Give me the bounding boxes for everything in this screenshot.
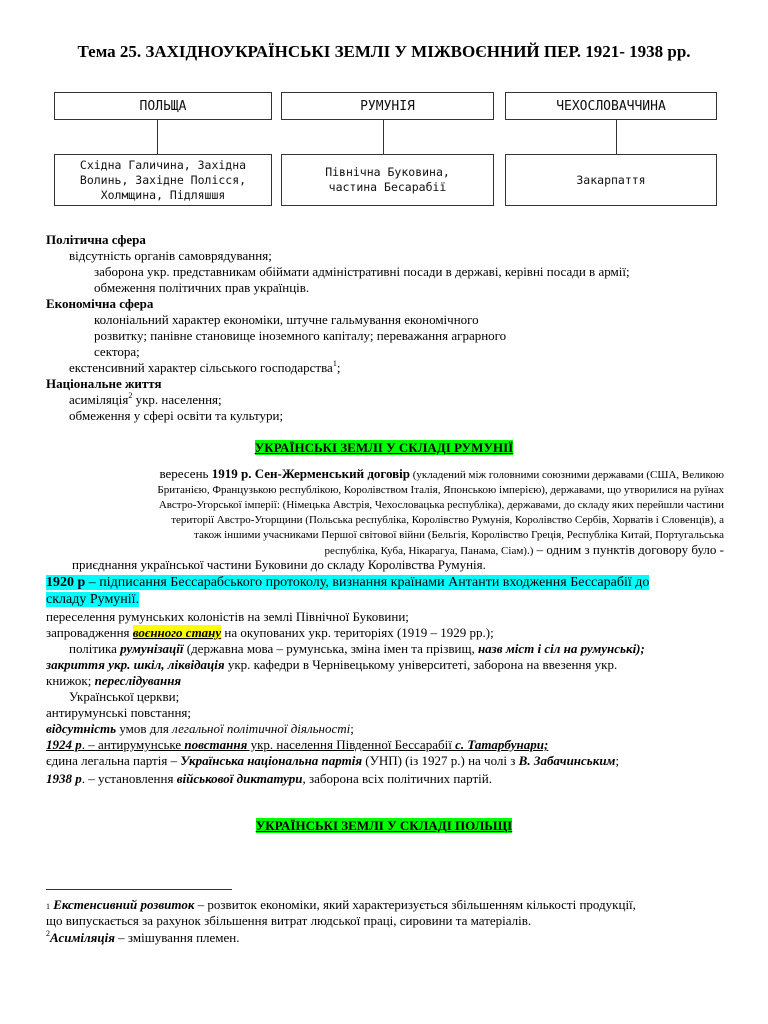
policy-item: політика румунізації (державна мова – румунська, зміна імен та прізвищ, назв міст і сіл на румунські); — [69, 641, 645, 656]
policy-item: переселення румунських колоністів на землі Північної Буковини; — [46, 609, 409, 624]
treaty-note: Австро-Угорської імперії: (Німецька Австрія, Чехословацька республіка), державами, до складу яких перейшли частини — [158, 499, 724, 511]
territory-line: Холмщина, Підляшшя — [100, 187, 226, 202]
treaty-result: приєднання української частини Буковини до складу Королівства Румунія. — [72, 557, 486, 572]
bessarabia-protocol: 1920 р – підписання Бессарабського протоколу, визнання країнами Антанти входження Бессарабії до — [46, 575, 650, 590]
territory-line: Північна Буковина, — [325, 165, 450, 179]
footnote-1: 1 Екстенсивний розвиток – розвиток економіки, який характеризується збільшенням кількості продукції, — [46, 897, 636, 912]
footnote-ref: 2 — [128, 391, 133, 400]
treaty-line: вересень 1919 р. Сен-Жерменський договір (укладений між головними союзними державами (США, Великою — [159, 466, 724, 481]
national-heading: Національне життя — [46, 376, 162, 391]
country-box-romania: РУМУНІЯ — [281, 92, 494, 120]
political-item: обмеження політичних прав українців. — [94, 280, 310, 295]
economic-item: колоніальний характер економіки, штучне гальмування економічного — [94, 312, 479, 327]
section-heading-poland: УКРАЇНСЬКІ ЗЕМЛІ У СКЛАДІ ПОЛЬЩІ — [255, 818, 513, 833]
national-item: обмеження у сфері освіти та культури; — [69, 408, 284, 423]
treaty-note: також іншими учасниками Першої світової війни (Бельгія, Королівство Греція, Республіка Китай, Португальська — [194, 529, 724, 541]
territory-box-poland — [54, 154, 272, 206]
footnote-ref: 1 — [332, 359, 337, 368]
policy-item: єдина легальна партія – Українська національна партія (УНП) (із 1927 р.) на чолі з В. Забачинським; — [46, 753, 620, 768]
territory-line: Закарпаття — [576, 172, 646, 187]
territory-line: частина Бесарабії — [328, 180, 447, 194]
page-title: Тема 25. ЗАХІДНОУКРАЇНСЬКІ ЗЕМЛІ У МІЖВОЄННИЙ ПЕР. 1921- 1938 рр. — [77, 42, 691, 61]
policy-item: книжок; переслідування — [46, 673, 182, 688]
connector-line — [383, 120, 384, 154]
territory-line: Волинь, Західне Полісся, — [79, 172, 247, 187]
footnote-2: $^2$Асиміляція – змішування племен. — [46, 929, 240, 945]
national-item: асиміляція$^2$ укр. населення; — [69, 391, 222, 407]
policy-item: 1924 р. – антирумунське повстання укр. населення Південної Бессарабії с. Татарбунари; — [46, 737, 549, 752]
policy-item: запровадження воєнного стану на окупованих укр. територіях (1919 – 1929 рр.); — [46, 625, 494, 640]
treaty-note: території Австро-Угорщини (Польська республіка, Королівство Румунія, Королівство Сербів, Хорватів і Словенців), а — [171, 514, 724, 526]
bessarabia-protocol: складу Румунії. — [46, 592, 140, 607]
territory-line: Східна Галичина, Західна — [79, 157, 247, 172]
policy-item: закриття укр. шкіл, ліквідація укр. кафедри в Чернівецькому університеті, заборона на ввезення укр. — [46, 657, 618, 672]
political-heading: Політична сфера — [46, 232, 146, 247]
economic-item: сектора; — [94, 344, 140, 359]
footnote-separator — [46, 889, 232, 890]
policy-item: Української церкви; — [69, 689, 180, 704]
territory-box-romania — [281, 154, 494, 206]
country-box-poland: ПОЛЬЩА — [54, 92, 272, 120]
territory-box-czechoslovakia — [505, 154, 717, 206]
section-heading-romania: УКРАЇНСЬКІ ЗЕМЛІ У СКЛАДІ РУМУНІЇ — [254, 440, 514, 455]
economic-heading: Економічна сфера — [46, 296, 154, 311]
connector-line — [616, 120, 617, 154]
political-item: відсутність органів самоврядування; — [69, 248, 272, 263]
policy-item: антирумунські повстання; — [46, 705, 191, 720]
connector-line — [157, 120, 158, 154]
economic-item: екстенсивний характер сільського господарства$^1$; — [69, 359, 341, 375]
policy-item: 1938 р. – установлення військової диктатури, заборона всіх політичних партій. — [46, 771, 492, 786]
footnote-1-cont: що випускається за рахунок збільшення витрат людської праці, сировини та матеріалів. — [46, 913, 532, 928]
treaty-note: Британією, Французькою республікою, Королівством Італія, Японською імперією), державами, що утворилися на руїнах — [157, 484, 724, 496]
policy-item: відсутність умов для легальної політичної діяльності; — [46, 721, 354, 736]
economic-item: розвитку; панівне становище іноземного капіталу; переважання аграрного — [94, 328, 507, 343]
country-box-czechoslovakia: ЧЕХОСЛОВАЧЧИНА — [505, 92, 717, 120]
treaty-note: республіка, Куба, Нікарагуа, Панама, Сіам).) – одним з пунктів договору було - — [324, 542, 724, 557]
political-item: заборона укр. представникам обіймати адміністративні посади в державі, керівні посади в армії; — [94, 264, 630, 279]
